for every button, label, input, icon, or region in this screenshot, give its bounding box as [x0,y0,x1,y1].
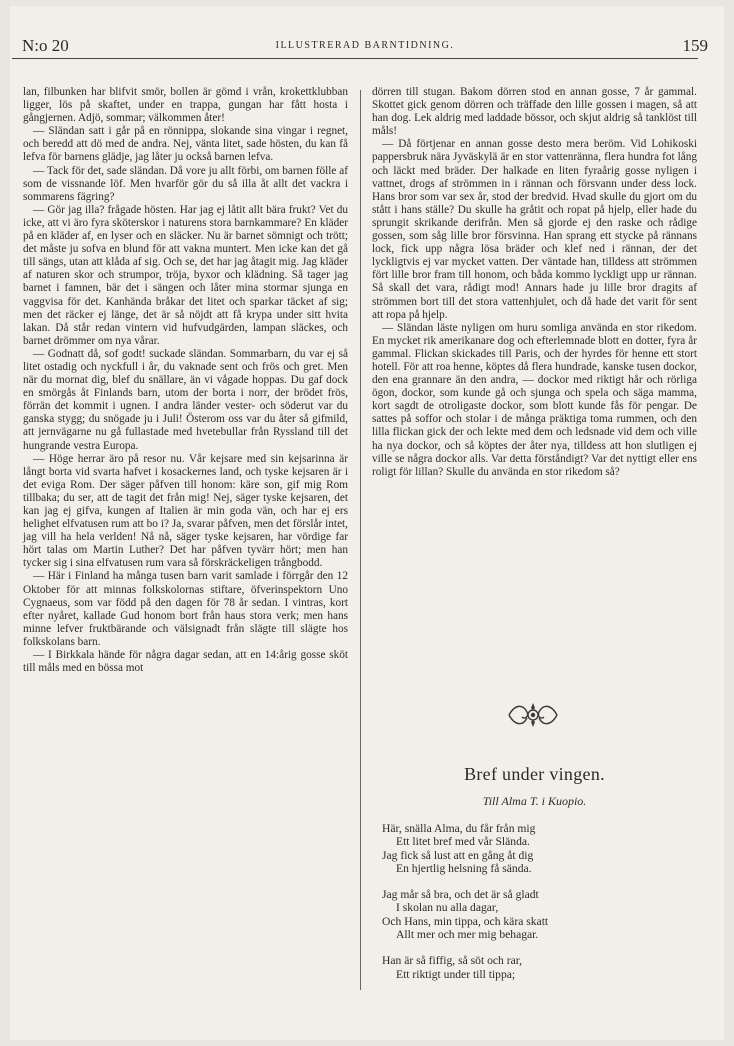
page-header [22,34,708,60]
page-number: 159 [682,36,708,55]
ornament-icon [505,700,561,730]
paragraph: — Gör jag illa? frågade hösten. Har jag ej låtit allt bära frukt? Vet du icke, att vi äro fyra sköterskor i naturens stora barnkammare? En kläder på en kläder af, en lyser och en släcker. Nu är barnet sömnigt och trött; det måste ju sofva en blund för att vakna muntert. Men icke kan det gå till sängs, utan att klåda af sig. Och se, det har jag åtagit mig. Jag kläder af naturen skor och strumpor, tröja, byxor och klädning. Så tager jag barnet i famnen, bär det i sängen och låter mina stormar sjunga en vaggvisa för det. Kanhända bråkar det litet och sparkar täcket af sig; men det räcker ej länge, det är så nöjdt att få krypa under sitt hvita lakan. Då står redan vintern vid hufvudgärden, lampan släckes, och barnet drömmer om nya vårar. [23,203,348,347]
paragraph: lan, filbunken har blifvit smör, bollen är gömd i vrån, krokettklubban ligger, lös på skaftet, under en trappa, gungan har fått hosta i gångjernen. Adjö, sommar; välkommen åter! [23,86,348,125]
publication-title: ILLUSTRERAD BARNTIDNING. [275,40,455,51]
poem-line: Han är så fiffig, så söt och rar, [382,954,523,968]
poem-title: Bref under vingen. [464,764,605,784]
paragraph: — Höge herrar äro på resor nu. Vår kejsare med sin kejsarinna är långt borta vid svarta hafvet i kosackernes land, och tyske kejsaren är i det eviga Rom. Der säger påfven till honom: käre son, gif mig Rom tillbaka; du ser, att de tagit det från mig! Nej, säger tyske kejsaren, det kan jag ej gifva, kungen af Italien är min goda vän, och har ej ers helighet elfvatusen rum att bo i? Ja, svarar påfven, men det förslår intet, jag vill ha hela verlden! Nå nå, säger tyske kejsaren, har vördige far hört talas om Martin Luther? Det har påfven tyvärr hört; men han tycker sig i sina elfvatusen rum vara så förskräckeligen trångbodd. [23,452,348,570]
poem-line: Allt mer och mer mig behagar. [396,928,539,942]
paragraph: — Här i Finland ha många tusen barn varit samlade i förrgår den 12 Oktober för att minnas folkskolornas stiftare, öfverinspektorn Uno Cygnaeus, som var född på den dagen för 78 år sedan. I vintras, kort efter nyåret, kallade Gud honom bort från haus stora verk; men hans minne lefver fruktbärande och välsignadt från slägte till slägte hos folkskolans barn. [23,570,348,648]
paragraph: — Sländan läste nyligen om huru somliga använda en stor rikedom. En mycket rik amerikanare dog och efterlemnade blott en dotter, fyra år gammal. Flickan skickades till Paris, och der hyrdes för henne ett stort hotell. För att roa henne, köptes då flera hundrade, kanske tusen dockor, den ena grannare än den andra, — dockor med riktigt hår och rörliga ögon, dockor, som kunde gå och sjunga och spela och säga mamma, kort sagdt de otroligaste dockor, som blott kunde fås för pengar. De sattes på soffor och stolar i de många präktiga toma rummen, och den lilla flickan gick der och lekte med dem och ledsnade vid dem och ville ha nya dockor, och så köptes der åter nya, tilldess att hon slutligen ej ville se några dockor alls. Var detta förståndigt? Var det nyttigt eller ens roligt för lillan? Skulle du använda en stor rikedom så? [372,321,697,478]
poem-line: I skolan nu alla dagar, [396,901,499,915]
poem-stanza [382,954,682,981]
poem-stanza [382,822,682,875]
poem-line: Och Hans, min tippa, och kära skatt [382,914,549,928]
left-column [23,86,348,675]
paragraph: — Sländan satt i går på en rönnippa, slokande sina vingar i regnet, och beredd att dö med de andra. Nej, vänta litet, sade hösten, du kan få lefva för barnens glädje, jag låter ju också barnen lefva. [23,125,348,164]
poem-line: Ett litet bref med vår Sländа. [396,835,530,849]
poem-line: Jag fick så lust att en gång åt dig [382,848,534,862]
paragraph: — Godnatt då, sof godt! suckade sländan. Sommarbarn, du var ej så litet ostadig och nyckfull i år, du vaknade sent och frös och gret. Men när du mornat dig, blef du snällare, än vi vågade hoppas. Du gaf dock en smörgås åt Finlands barn, utom der borta i norr, der brödet frös, förrän det kommit i ugnen. I andra länder vester- och söderut var du ganska stygg; du snögade ju i Juli! Österom oss var du åter så gifmild, att jernvägarne nu gå fullastade med hvetebullar från Ryssland till det hungrande vestra Europa. [23,347,348,452]
paragraph: — Då förtjenar en annan gosse desto mera beröm. Vid Lohikoski pappersbruk nära Jyväskylä är en stor vattenränna, flera hundra fot lång och läckt med bräder. Der halkade en liten fyraårig gosse nyligen i vattnet, drogs af strömmen in i rännan och försvann under dess lock. Hans bror som var sex år, stod der bredvid. Hvad skulle du gjort om du stått i hans ställe? Du skulle ha gråtit och ropat på hjelp, eller hade du sprungit skrikande derifrån. Men så gjorde ej den raske och rådige gossen, som såg lille bror försvinna. Han sprang ett stycke på rännans lock, fick upp några lösa bräder och klef ned i rännan, der det lyckligtvis ej var mycket vatten. Der väntade han, tilldess att strömmen fört lille bror fram till honom, och båda kommo lyckligt upp ur rännan. Så skall det vara, rådigt mod! Annars hade ju lille bror dragits af strömmen bort till det stora vattenhjulet, och då hade det varit för sent att ropa på hjelp. [372,138,697,321]
column-divider [360,90,361,990]
paragraph: dörren till stugan. Bakom dörren stod en annan gosse, 7 år gammal. Skottet gick genom dörren och träffade den lille gossen i magen, så att han dog. Lek aldrig med laddade bössor, och skjut aldrig så tanklöst till måls! [372,86,697,138]
poem-line: Här, snälla Alma, du får från mig [382,822,536,835]
poem-stanza [382,888,682,941]
header-rule [12,58,698,59]
poem-body [382,822,682,994]
paragraph: — I Birkkala hände för några dagar sedan, att en 14:årig gosse sköt till måls med en bössa mot [23,649,348,675]
issue-number: N:o 20 [22,36,69,55]
poem-dedication: Till Alma T. i Kuopio. [482,794,587,808]
paragraph: — Tack för det, sade sländan. Då vore ju allt förbi, om barnen fölle af som de vissnande löf. Men hvarför gör du så illa åt allt det vackra i sommarens fägring? [23,164,348,203]
poem-line: Jag mår så bra, och det är så gladt [382,888,539,902]
poem-line: Ett riktigt under till tippa; [396,967,516,981]
poem-line: En hjertlig helsning få sända. [396,861,532,875]
right-column [372,86,697,479]
